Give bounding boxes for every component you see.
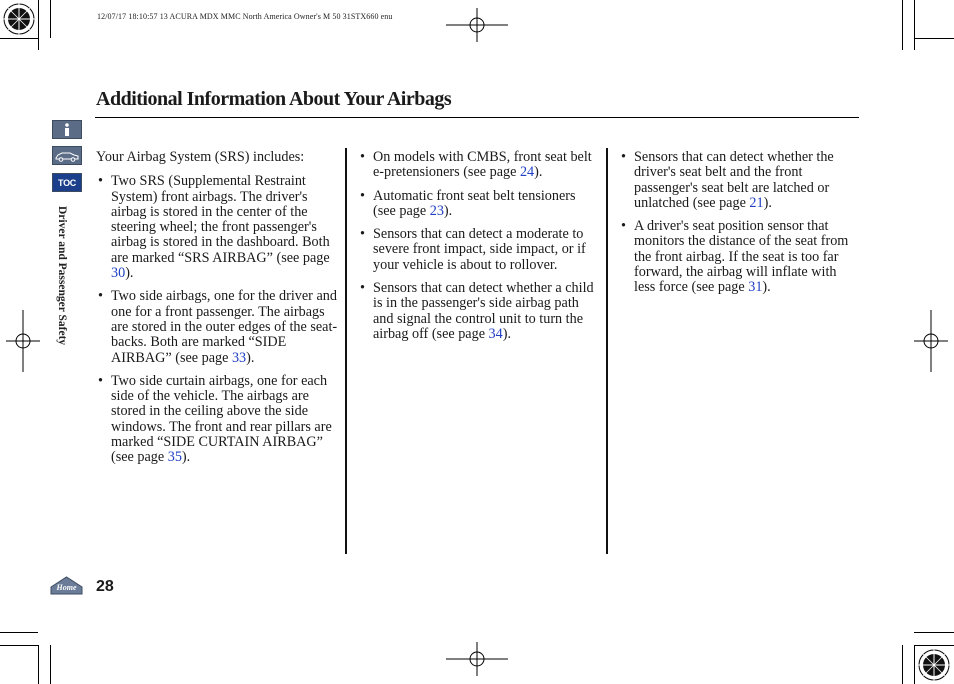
column-3 bbox=[619, 150, 861, 304]
home-label: Home bbox=[56, 583, 77, 592]
column-2 bbox=[358, 150, 600, 350]
page-number: 28 bbox=[96, 578, 114, 595]
page-link[interactable]: 35 bbox=[167, 449, 182, 466]
intro-text: Your Airbag System (SRS) includes: bbox=[96, 149, 305, 165]
airbag-list bbox=[96, 174, 338, 465]
list-item: • Two side airbags, one for the driver and one for a front passenger. The airbags are stored in the outer edges of the seat-backs. Both are marked “SIDE AIRBAG” (see page 33). bbox=[96, 289, 338, 365]
info-button[interactable] bbox=[52, 120, 82, 139]
crosshair-mark-icon bbox=[446, 642, 508, 676]
airbag-list bbox=[619, 150, 861, 296]
car-icon bbox=[54, 150, 80, 162]
column-divider bbox=[606, 148, 608, 554]
info-icon bbox=[62, 123, 72, 137]
column-divider bbox=[345, 148, 347, 554]
list-item: • Sensors that can detect whether the driver's seat belt and the front passenger's seat belt are latched or unlatched (see page 21). bbox=[619, 150, 861, 211]
list-item: • Automatic front seat belt tensioners (see page 23). bbox=[358, 189, 600, 220]
page-link[interactable]: 23 bbox=[429, 202, 444, 219]
page-link[interactable]: 24 bbox=[519, 164, 535, 181]
page-link[interactable]: 31 bbox=[748, 279, 763, 296]
page-link[interactable]: 33 bbox=[231, 349, 247, 366]
page-title: Additional Information About Your Airbags bbox=[96, 88, 452, 110]
home-button[interactable] bbox=[50, 575, 83, 595]
page-link[interactable]: 21 bbox=[749, 194, 764, 211]
registration-mark-icon bbox=[917, 648, 951, 682]
section-label: Driver and Passenger Safety bbox=[56, 206, 68, 346]
print-header: 12/07/17 18:10:57 13 ACURA MDX MMC North America Owner's M 50 31STX660 enu bbox=[97, 12, 393, 21]
list-item: • Two SRS (Supplemental Restraint System) front airbags. The driver's airbag is stored in the center of the steering wheel; the front passenger's airbag is stored in the dashboard. Both are marked “SRS AIRBAG” (see page 30). bbox=[96, 174, 338, 281]
airbag-list bbox=[358, 150, 600, 342]
page-link[interactable]: 30 bbox=[111, 265, 126, 282]
page-link[interactable]: 34 bbox=[488, 325, 503, 342]
crosshair-mark-icon bbox=[446, 8, 508, 42]
list-item: • Sensors that can detect whether a child is in the passenger's side airbag path and signal the control unit to turn the airbag off (see page 34). bbox=[358, 281, 600, 342]
list-item: • On models with CMBS, front seat belt e-pretensioners (see page 24). bbox=[358, 150, 600, 181]
registration-mark-icon bbox=[2, 2, 36, 36]
list-item: • A driver's seat position sensor that monitors the distance of the seat from the front airbag. If the seat is too far forward, the airbag will inflate with less force (see page 31). bbox=[619, 219, 861, 295]
toc-button[interactable]: TOC bbox=[52, 173, 82, 192]
car-index-button[interactable] bbox=[52, 146, 82, 165]
column-1 bbox=[96, 150, 338, 474]
title-rule bbox=[95, 117, 859, 118]
crosshair-mark-icon bbox=[6, 310, 40, 372]
list-item: • Sensors that can detect a moderate to severe front impact, side impact, or if your vehicle is about to rollover. bbox=[358, 227, 600, 273]
list-item: • Two side curtain airbags, one for each side of the vehicle. The airbags are stored in the ceiling above the side windows. The front and rear pillars are marked “SIDE CURTAIN AIRBAG” (see page 35). bbox=[96, 374, 338, 466]
crosshair-mark-icon bbox=[914, 310, 948, 372]
